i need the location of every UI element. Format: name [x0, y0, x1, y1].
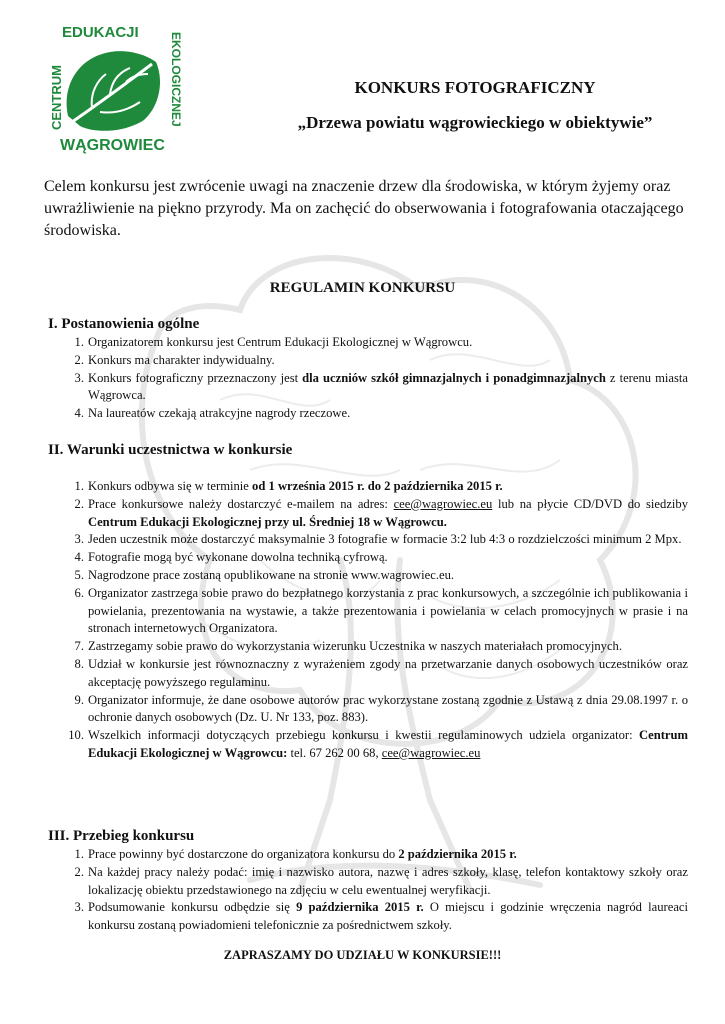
list-item — [48, 692, 688, 728]
item-text: Konkurs fotograficzny przeznaczony jest — [88, 370, 303, 385]
section-title: II. Warunki uczestnictwa w konkursie — [48, 442, 293, 458]
item-number: 10. — [68, 728, 84, 743]
item-number: 4. — [74, 550, 84, 565]
page-title: KONKURS FOTOGRAFICZNY — [354, 78, 596, 97]
regulamin-heading: REGULAMIN KONKURSU — [269, 280, 456, 296]
item-text: Konkurs ma charakter indywidualny. — [88, 352, 275, 367]
item-text: z terenu miasta Wągrowca. — [88, 370, 688, 403]
list-item — [48, 370, 688, 406]
item-number: 9. — [74, 692, 84, 707]
logo-top-text: EDUKACJI — [62, 24, 139, 41]
item-text: Prace konkursowe należy dostarczyć e-mailem na adres: — [88, 496, 394, 511]
logo-left-text: CENTRUM — [49, 65, 64, 130]
item-text: Nagrodzone prace zostaną opublikowane na stronie www.wagrowiec.eu. — [88, 567, 455, 582]
list-item — [48, 656, 688, 692]
cee-logo — [40, 18, 188, 158]
list-item — [48, 846, 688, 864]
item-number: 2. — [74, 496, 84, 511]
item-text: Na laureatów czekają atrakcyjne nagrody rzeczowe. — [88, 406, 351, 421]
item-bold-text: Centrum Edukacji Ekologicznej w Wągrowcu: — [88, 728, 688, 760]
item-text: Fotografie mogą być wykonane dowolna techniką cyfrową. — [88, 550, 388, 565]
section-title: I. Postanowienia ogólne — [48, 316, 200, 332]
item-bold-text: 9 października 2015 r. — [296, 900, 424, 915]
section-course — [48, 826, 688, 935]
list-item — [48, 531, 688, 549]
list-item — [48, 638, 688, 656]
item-text: Organizator informuje, że dane osobowe autorów prac wykorzystane zostaną zgodnie z Ustawą z dnia 29.08.1997 r. o ochronie danych osobowych (Dz. U. Nr 133, poz. 883). — [88, 692, 688, 725]
page-subtitle: „Drzewa powiatu wągrowieckiego w obiektywie” — [297, 113, 653, 132]
email-link[interactable]: cee@wagrowiec.eu — [393, 496, 493, 511]
item-number: 1. — [74, 335, 84, 349]
item-number: 2. — [74, 352, 84, 367]
list-item — [48, 567, 688, 585]
item-text: Wszelkich informacji dotyczących przebiegu konkursu i kwestii regulaminowych udziela organizator: — [88, 728, 640, 743]
item-text: Podsumowanie konkursu odbędzie się — [88, 900, 297, 915]
item-number: 8. — [74, 656, 84, 671]
list-item — [48, 549, 688, 567]
closing-invitation: ZAPRASZAMY DO UDZIAŁU W KONKURSIE!!! — [223, 948, 502, 962]
item-text: tel. 67 262 00 68, — [287, 745, 382, 760]
item-text: Na każdej pracy należy podać: imię i nazwisko autora, nazwę i adres szkoły, klasę, telefon kontaktowy szkoły oraz lokalizację obiektu przedstawionego na zdjęciu w celu ewentualnej weryfikacji. — [88, 864, 688, 897]
section-title: III. Przebieg konkursu — [48, 828, 195, 844]
item-number: 1. — [74, 847, 84, 861]
item-bold-text: od 1 września 2015 r. do 2 października 2015 r. — [252, 479, 503, 493]
item-text: lub na płycie CD/DVD do siedziby — [492, 496, 688, 511]
list-item — [48, 864, 688, 900]
email-link[interactable]: cee@wagrowiec.eu — [381, 745, 481, 760]
item-number: 3. — [74, 532, 84, 547]
list-item — [48, 405, 688, 423]
item-number: 5. — [74, 567, 84, 582]
item-number: 2. — [74, 864, 84, 879]
list-item — [48, 727, 688, 763]
item-number: 4. — [74, 406, 84, 421]
item-text: Udział w konkursie jest równoznaczny z wyrażeniem zgody na przetwarzanie danych osobowych uczestników oraz akceptację powyższego regulaminu. — [88, 656, 688, 689]
item-text: Jeden uczestnik może dostarczyć maksymalnie 3 fotografie w formacie 3:2 lub 4:3 o rozdzielczości minimum 2 Mpx. — [88, 532, 682, 547]
item-bold-text: dla uczniów szkół gimnazjalnych i ponadgimnazjalnych — [302, 370, 606, 385]
logo-right-text: EKOLOGICZNEJ — [169, 32, 183, 127]
conditions-list — [48, 478, 688, 763]
list-item — [48, 352, 688, 370]
general-list — [48, 334, 688, 423]
item-text: Organizatorem konkursu jest Centrum Edukacji Ekologicznej w Wągrowcu. — [88, 335, 473, 349]
item-number: 7. — [74, 639, 84, 654]
logo-bottom-text: WĄGROWIEC — [60, 137, 165, 154]
item-bold-text: Centrum Edukacji Ekologicznej przy ul. Średniej 18 w Wągrowcu. — [88, 514, 447, 529]
item-number: 3. — [74, 370, 84, 385]
list-item — [48, 478, 688, 496]
item-number: 1. — [74, 479, 84, 493]
item-text: Konkurs odbywa się w terminie — [88, 479, 253, 493]
section-conditions — [48, 440, 688, 763]
list-item — [48, 334, 688, 352]
list-item — [48, 899, 688, 935]
item-text: Organizator zastrzega sobie prawo do bezpłatnego korzystania z prac konkursowych, a szczególnie ich publikowania i powielania, prezentowania na wystawie, a także prezentowania i powielania w celach promocyjnych w prasie i na stronach internetowych Organizatora. — [88, 585, 688, 636]
item-number: 6. — [74, 585, 84, 600]
item-text: Zastrzegamy sobie prawo do wykorzystania wizerunku Uczestnika w naszych materiałach promocyjnych. — [88, 639, 622, 654]
intro-paragraph: Celem konkursu jest zwrócenie uwagi na znaczenie drzew dla środowiska, w którym żyjemy oraz uwrażliwienie na piękno przyrody. Ma on zachęcić do obserwowania i fotografowania otaczającego środowiska. — [44, 178, 684, 239]
leaf-icon — [67, 51, 160, 131]
item-bold-text: 2 października 2015 r. — [398, 847, 517, 861]
item-number: 3. — [74, 900, 84, 915]
list-item — [48, 496, 688, 532]
item-text: Prace powinny być dostarczone do organizatora konkursu do — [88, 847, 399, 861]
course-list — [48, 846, 688, 935]
section-general — [48, 314, 688, 423]
list-item — [48, 585, 688, 638]
item-text: O miejscu i godzinie wręczenia nagród laureaci konkursu zostaną powiadomieni telefonicznie za pośrednictwem szkoły. — [88, 900, 688, 933]
